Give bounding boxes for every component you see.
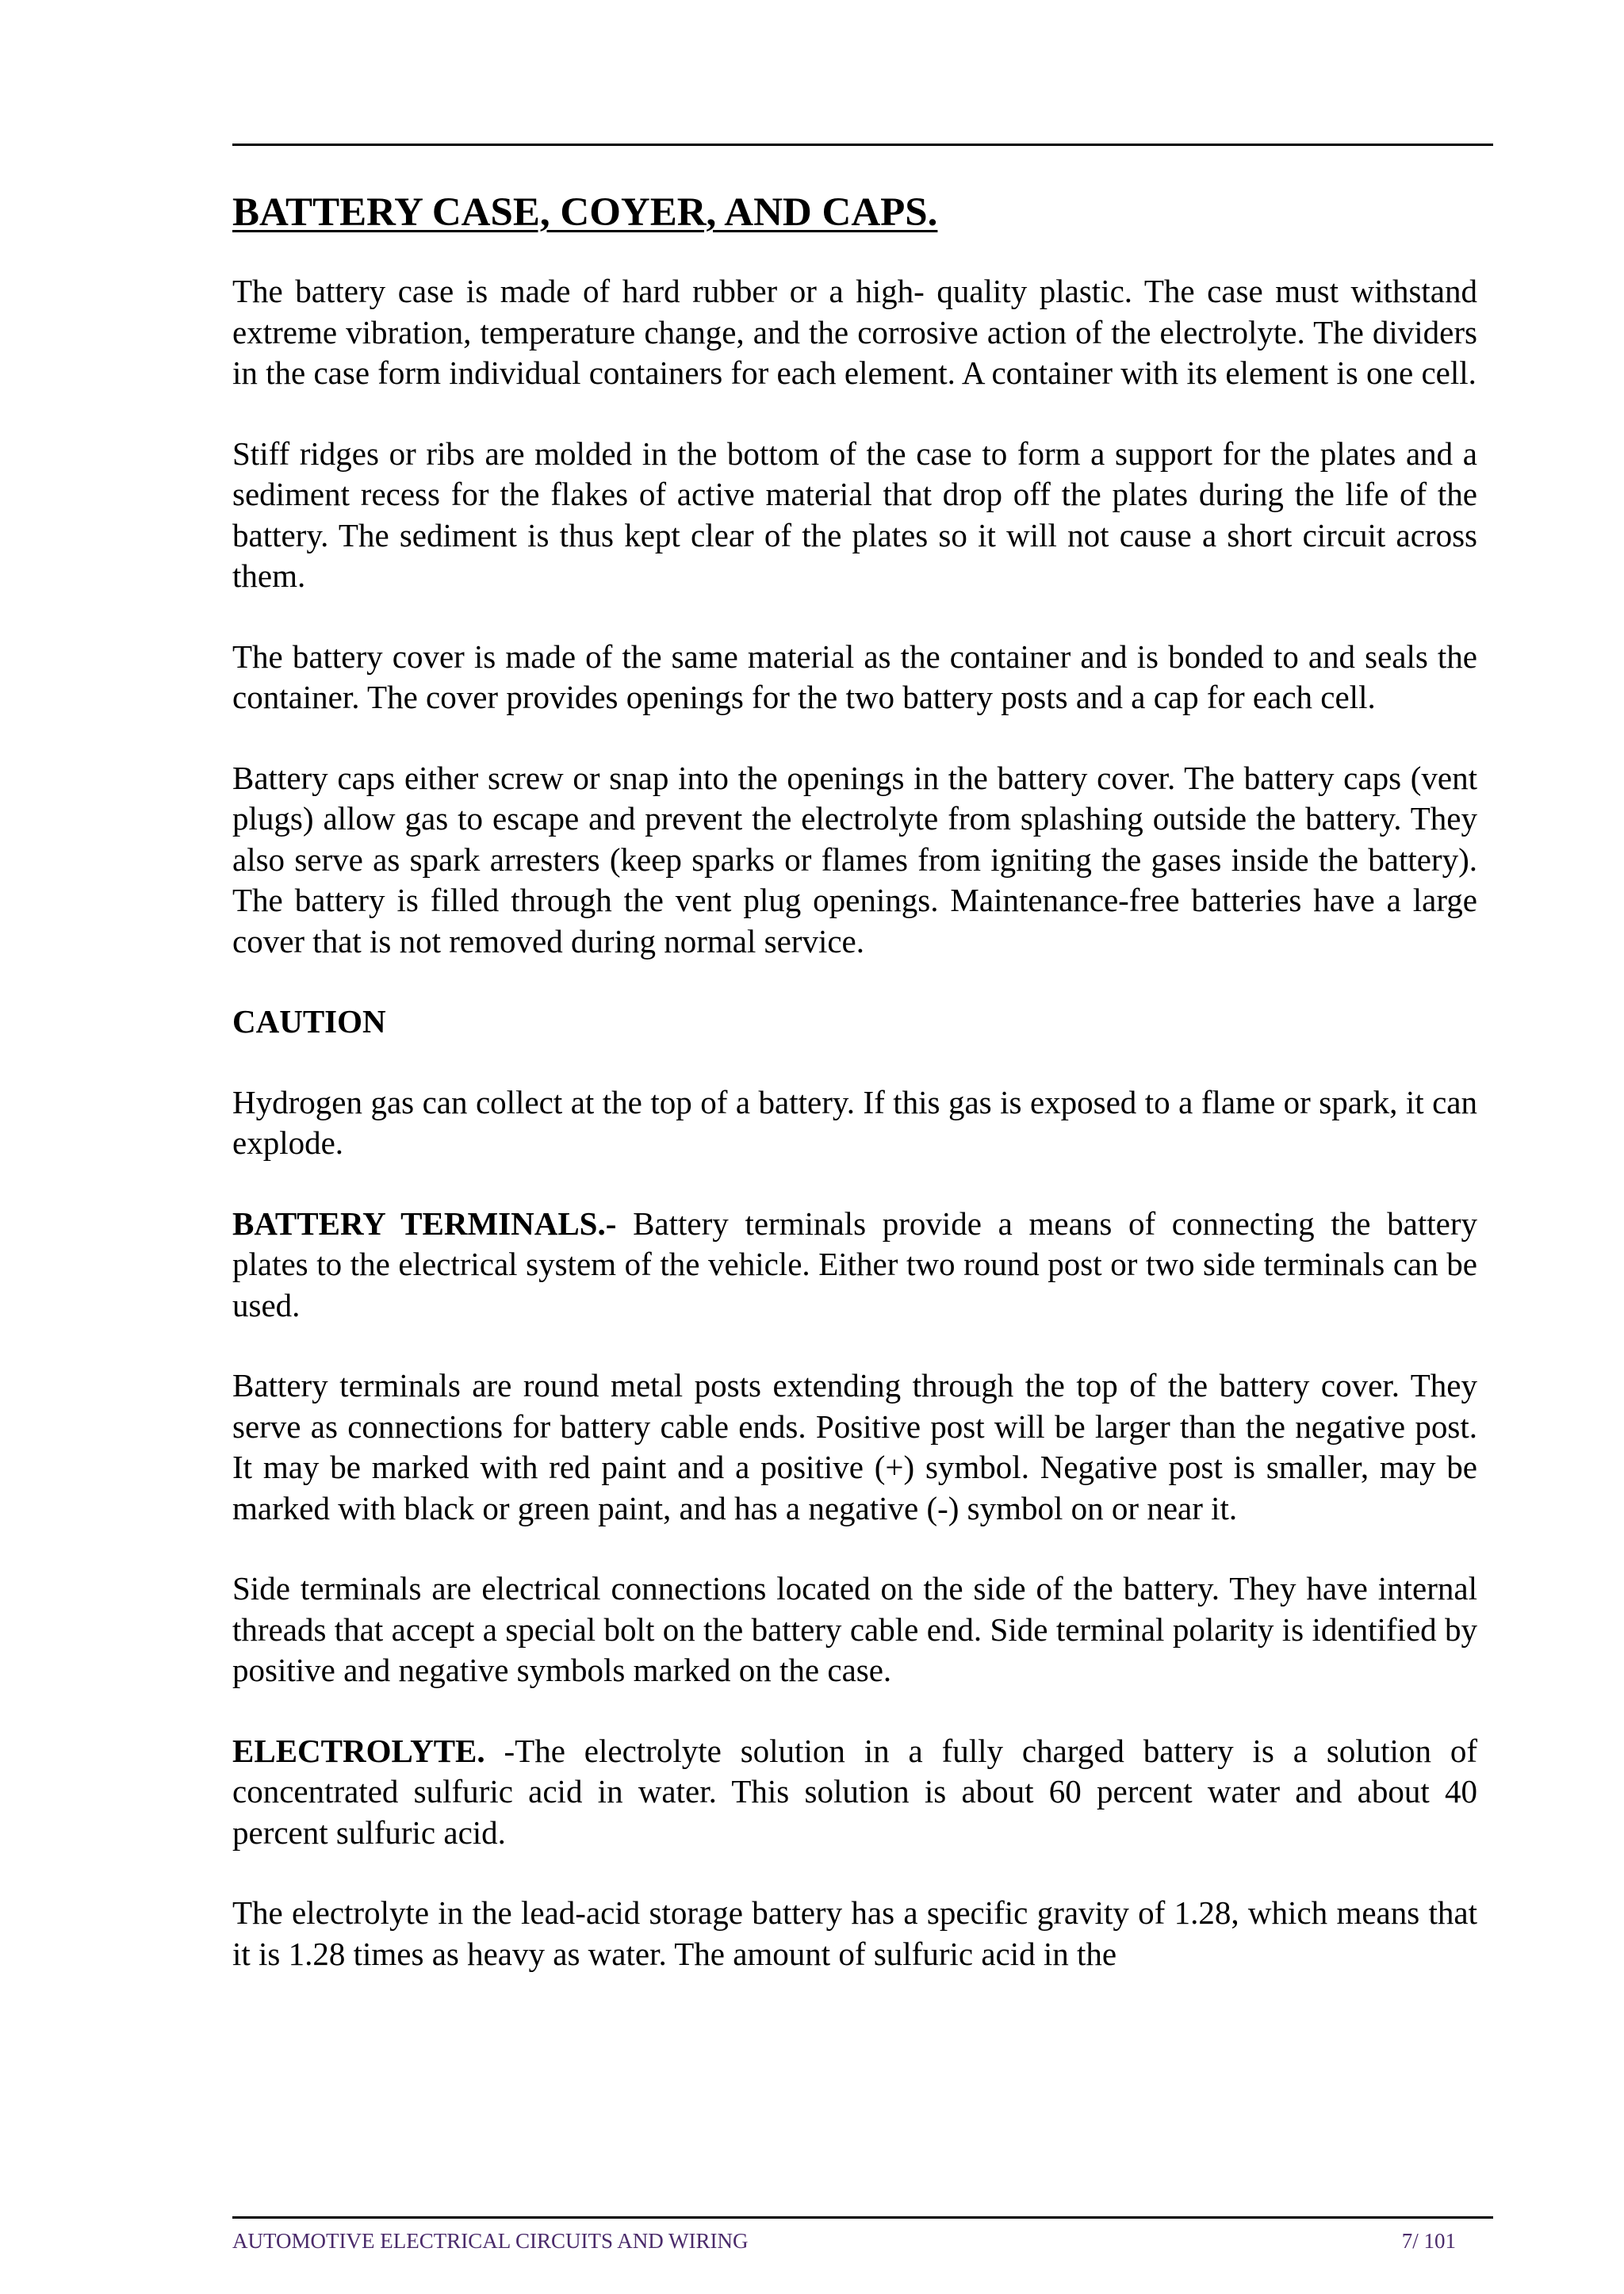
header-rule	[232, 144, 1493, 146]
battery-terminals-label: BATTERY TERMINALS.-	[232, 1204, 617, 1242]
electrolyte-text: -The electrolyte solution in a fully charged battery is a solution of concentrated sulfuric acid in water. This solution is about 60 percent water and about 40 percent sulfuric acid.	[232, 1732, 1477, 1851]
section-heading: BATTERY CASE, COYER, AND CAPS.	[232, 190, 938, 235]
paragraph-caution-text: Hydrogen gas can collect at the top of a battery. If this gas is exposed to a flame or spark, it can explode.	[232, 1083, 1477, 1161]
caution-label: CAUTION	[232, 1003, 386, 1040]
electrolyte-label: ELECTROLYTE.	[232, 1732, 485, 1769]
paragraph-battery-terminals	[232, 1204, 1477, 1327]
paragraph-battery-caps: Battery caps either screw or snap into the openings in the battery cover. The battery caps (vent plugs) allow gas to escape and prevent the electrolyte from splashing outside the battery. They also serve as spark arresters (keep sparks or flames from igniting the gases inside the battery). The battery is filled through the vent plug openings. Maintenance-free batteries have a large cover that is not removed during normal service.	[232, 759, 1477, 959]
footer-rule	[232, 2216, 1493, 2219]
footer-title: AUTOMOTIVE ELECTRICAL CIRCUITS AND WIRING	[232, 2229, 749, 2253]
page-content	[232, 187, 1477, 2014]
paragraph-electrolyte	[232, 1731, 1477, 1854]
page-number: 7/ 101	[1401, 2229, 1456, 2253]
paragraph-battery-case: The battery case is made of hard rubber or a high- quality plastic. The case must withstand extreme vibration, temperature change, and the corrosive action of the electrolyte. The dividers in the case form individual containers for each element. A container with its element is one cell.	[232, 273, 1477, 391]
paragraph-ridges-ribs: Stiff ridges or ribs are molded in the bottom of the case to form a support for the plates and a sediment recess for the flakes of active material that drop off the plates during the life of the battery. The sediment is thus kept clear of the plates so it will not cause a short circuit across them.	[232, 435, 1477, 594]
paragraph-round-posts: Battery terminals are round metal posts extending through the top of the battery cover. They serve as connections for battery cable ends. Positive post will be larger than the negative post. It may be marked with red paint and a positive (+) symbol. Negative post is smaller, may be marked with black or green paint, and has a negative (-) symbol on or near it.	[232, 1367, 1477, 1526]
battery-terminals-text: Battery terminals provide a means of connecting the battery plates to the electrical system of the vehicle. Either two round post or two side terminals can be used.	[232, 1204, 1477, 1323]
paragraph-specific-gravity: The electrolyte in the lead-acid storage battery has a specific gravity of 1.28, which means that it is 1.28 times as heavy as water. The amount of sulfuric acid in the	[232, 1894, 1477, 1972]
paragraph-side-terminals: Side terminals are electrical connections located on the side of the battery. They have internal threads that accept a special bolt on the battery cable end. Side terminal polarity is identified by positive and negative symbols marked on the case.	[232, 1570, 1477, 1688]
paragraph-battery-cover: The battery cover is made of the same material as the container and is bonded to and seals the container. The cover provides openings for the two battery posts and a cap for each cell.	[232, 638, 1477, 715]
